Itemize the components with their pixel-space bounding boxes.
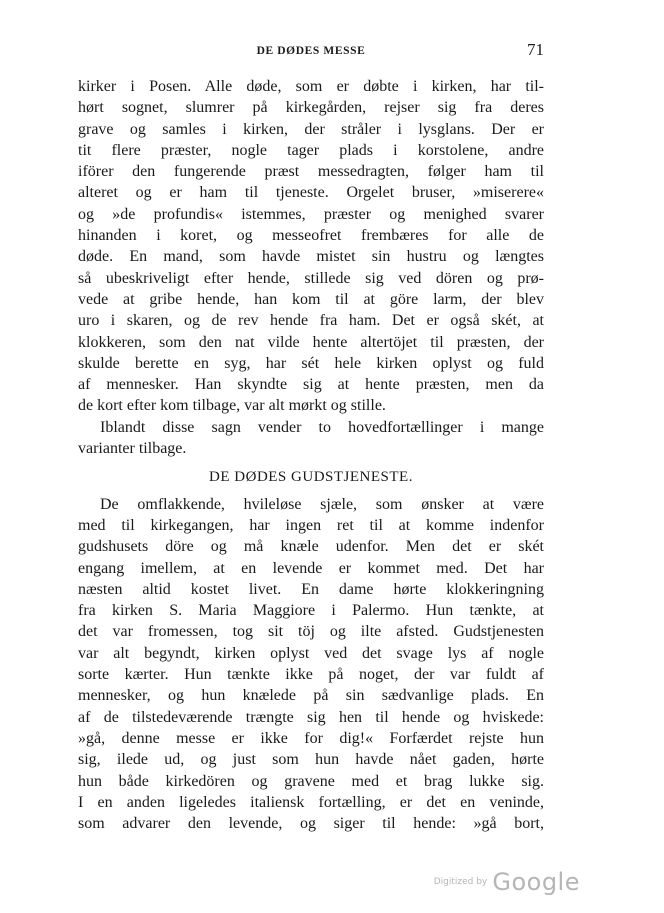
paragraph-2	[78, 417, 544, 460]
text-line: engang imellem, at en levende er kommet med. Det har	[78, 559, 544, 577]
text-line: fra kirken S. Maria Maggiore i Palermo. Hun tænkte, at	[78, 602, 544, 620]
text-line: I en anden ligeledes italiensk fortælling, er det en veninde,	[78, 793, 544, 811]
text-line: grave og samles i kirken, der stråler i lysglans. Der er	[78, 120, 544, 138]
text-line: mennesker, og hun knælede på sin sædvanlige plads. En	[78, 687, 544, 705]
text-line: gudshusets döre og må knæle udenfor. Men det er skét	[78, 538, 544, 556]
paragraph-3	[78, 494, 544, 835]
text-line: så ubeskriveligt efter hende, stillede sig ved dören og prø-	[78, 269, 544, 287]
text-line: døde. En mand, som havde mistet sin hustru og længtes	[78, 248, 544, 266]
text-line: hinanden i koret, og messeofret frembæres for alle de	[78, 227, 544, 245]
digitized-watermark	[434, 868, 580, 896]
page-number: 71	[527, 40, 544, 59]
text-line: hørt sognet, slumrer på kirkegården, rejser sig fra deres	[78, 99, 544, 117]
text-line: det var fromessen, tog sit töj og ilte afsted. Gudstjenesten	[78, 623, 544, 641]
running-title: DE DØDES MESSE	[256, 45, 366, 57]
running-head	[78, 40, 544, 64]
text-line: tit flere præster, nogle tager plads i korstolene, andre	[78, 141, 544, 159]
text-line: hun både kirkedören og gravene med et brag lukke sig.	[78, 772, 544, 790]
text-line: og »de profundis« istemmes, præster og menighed svarer	[78, 205, 544, 223]
text-line: kirker i Posen. Alle døde, som er døbte i kirken, har til-	[78, 78, 544, 95]
text-line: De omflakkende, hvileløse sjæle, som ønsker at være	[100, 495, 544, 513]
text-line: alteret og er ham til tjeneste. Orgelet bruser, »miserere«	[78, 184, 544, 202]
digitized-label: Digitized by	[433, 877, 488, 887]
text-line: sorte kærter. Hun tænkte ikke på noget, der var fuldt af	[78, 666, 544, 684]
text-line: vede at gribe hende, han kom til at göre larm, der blev	[78, 290, 544, 308]
text-line: var alt begyndt, kirken oplyst ved det svage lys af nogle	[78, 644, 544, 662]
section-heading: DE DØDES GUDSTJENESTE.	[209, 469, 413, 486]
paragraph-1	[78, 76, 544, 417]
text-line: »gå, denne messe er ikke for dig!« Forfærdet rejste hun	[78, 729, 544, 747]
text-line: de kort efter kom tilbage, var alt mørkt og stille.	[78, 397, 386, 415]
text-line: klokkeren, som den nat vilde hente altertöjet til præsten, der	[78, 333, 544, 351]
text-line: skulde berette en syg, har sét hele kirken oplyst og fuld	[78, 354, 544, 372]
text-line: iförer den fungerende præst messedragten, følger ham til	[78, 163, 544, 181]
text-line: varianter tilbage.	[78, 440, 187, 458]
text-line: med til kirkegangen, har ingen ret til at komme indenfor	[78, 516, 544, 534]
text-line: af mennesker. Han skyndte sig at hente præsten, men da	[78, 376, 544, 394]
text-line: af de tilstedeværende trængte sig hen til hende og hviskede:	[78, 708, 544, 726]
text-line: sig, ilede ud, og just som hun havde nået gaden, hørte	[78, 751, 544, 769]
text-line: som advarer den levende, og siger til hende: »gå bort,	[78, 815, 544, 833]
text-line: uro i skaren, og de rev hende fra ham. Det er også skét, at	[78, 312, 544, 330]
google-logo: Google	[492, 868, 580, 896]
body-text	[78, 76, 544, 834]
text-line: næsten altid kostet livet. En dame hørte klokkeringning	[78, 580, 544, 598]
text-line: Iblandt disse sagn vender to hovedfortællinger i mange	[100, 418, 544, 436]
